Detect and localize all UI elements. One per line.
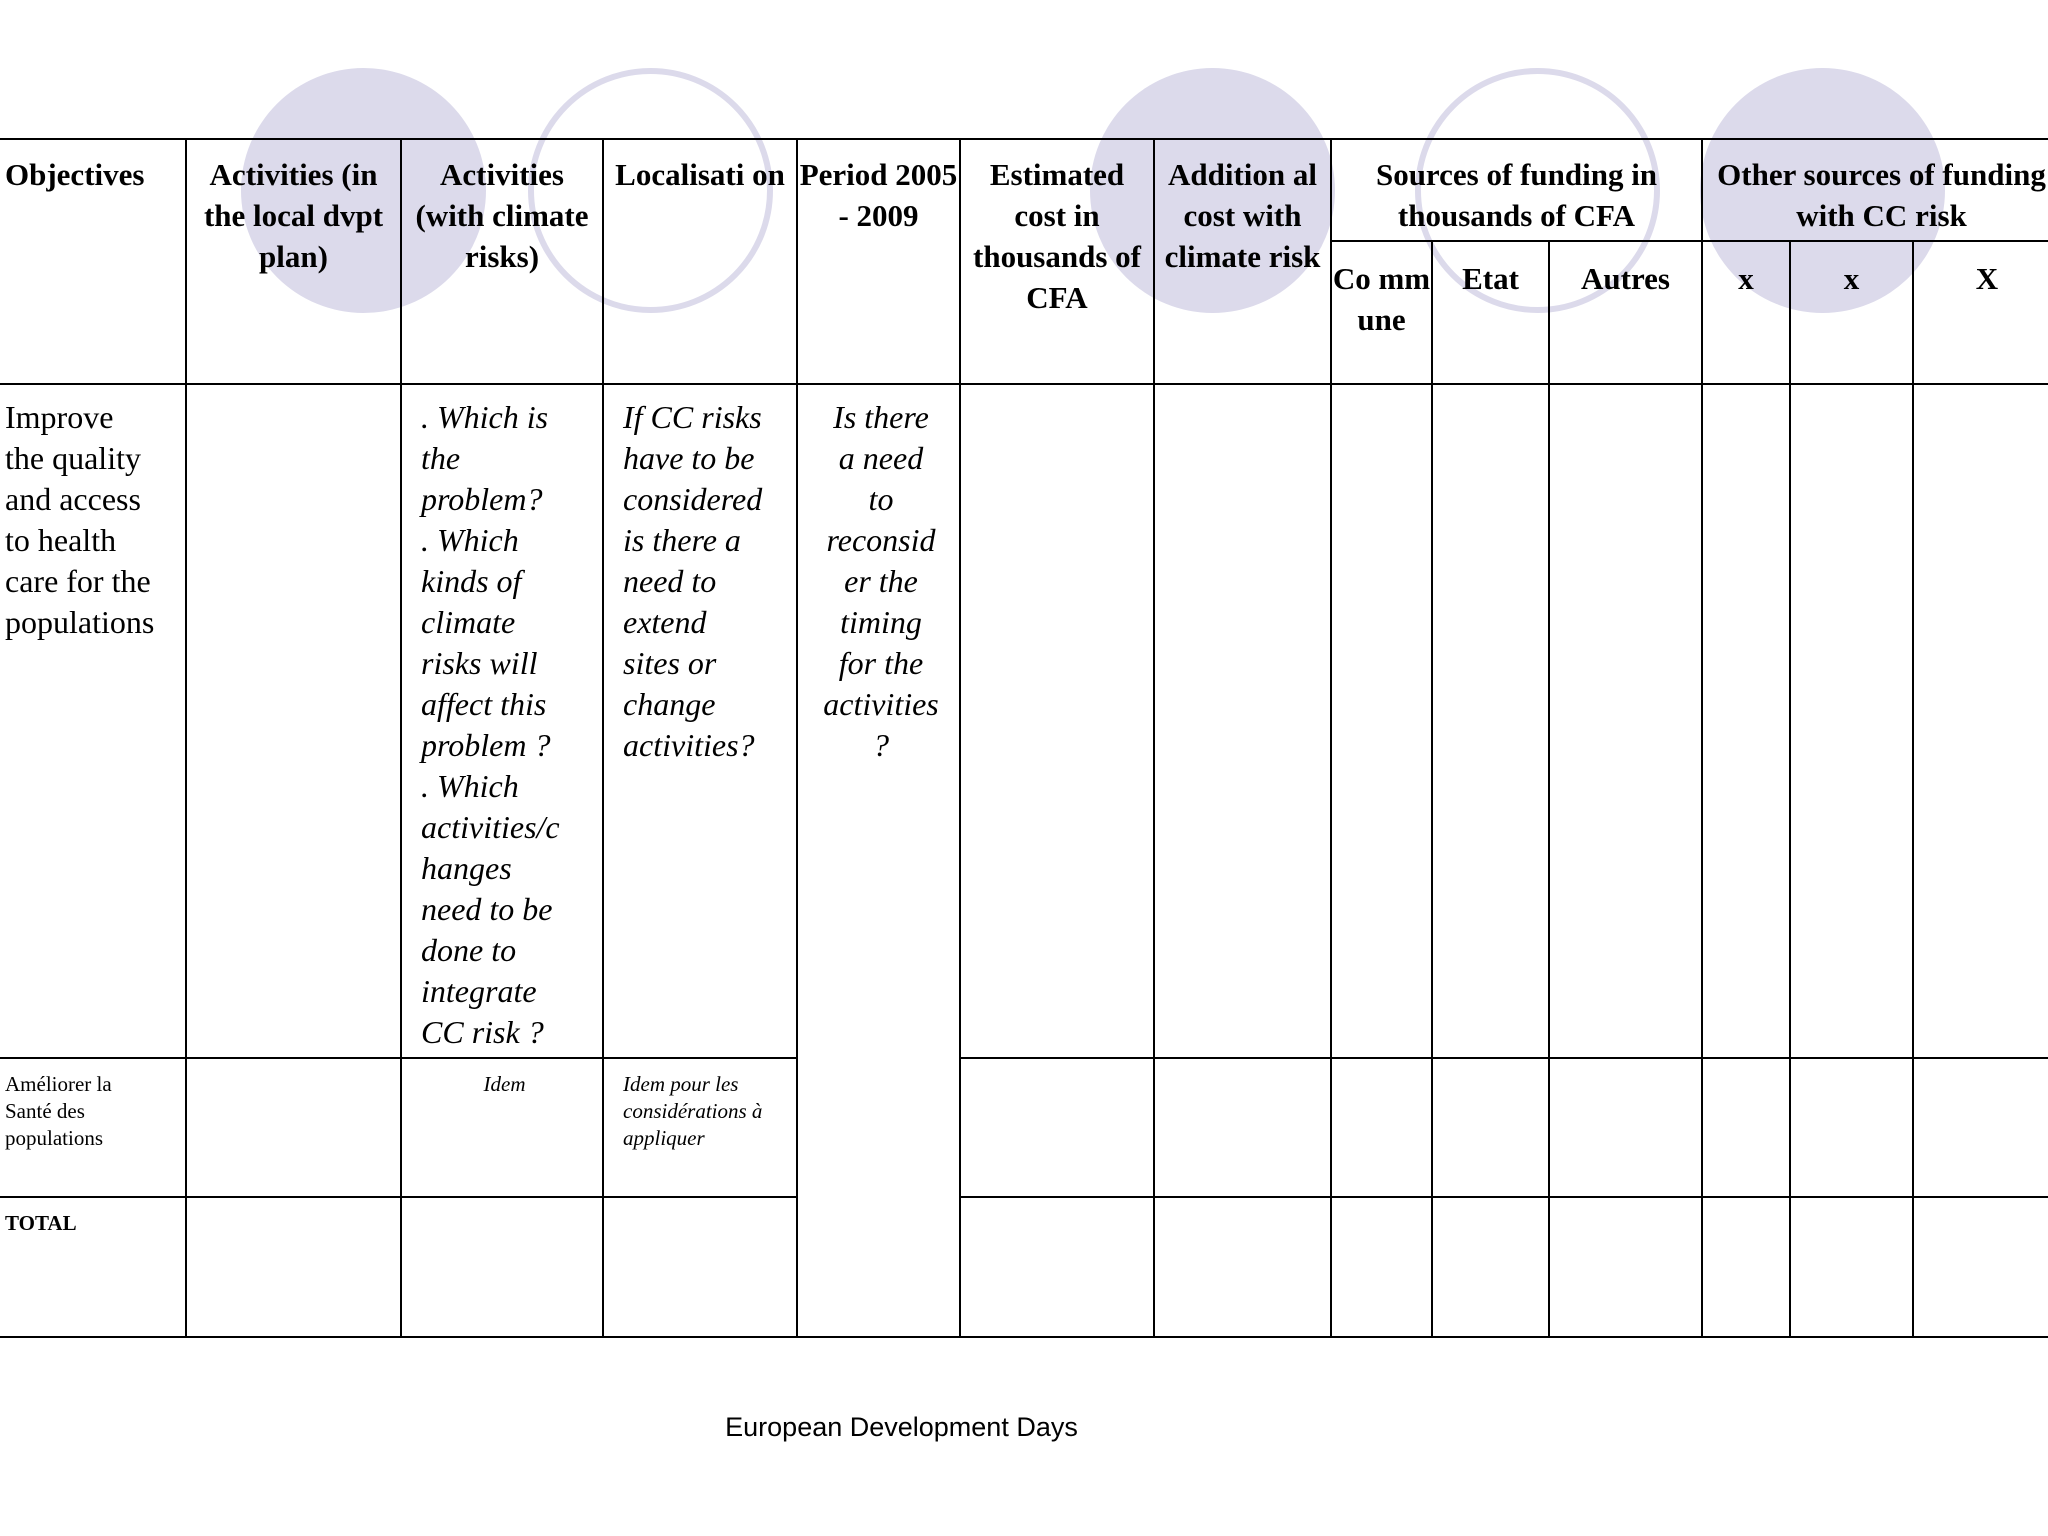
cell-empty: [1331, 1058, 1432, 1197]
cell-activities-climate-fr: Idem: [401, 1058, 603, 1197]
header-row: [0, 139, 2048, 241]
cell-empty: [1432, 384, 1549, 1058]
header-activities-climate-risks: Activities (with climate risks): [401, 139, 603, 384]
cell-empty: [1702, 1058, 1790, 1197]
cell-total-label: TOTAL: [0, 1197, 186, 1337]
cell-empty: [186, 384, 401, 1058]
cell-empty: [960, 1058, 1154, 1197]
cell-empty: [1790, 1197, 1913, 1337]
header-period: Period 2005 - 2009: [797, 139, 960, 384]
cell-empty: [1702, 384, 1790, 1058]
subheader-commune: Co mm une: [1331, 241, 1432, 384]
cell-empty: [1331, 1197, 1432, 1337]
subheader-other-x2: x: [1790, 241, 1913, 384]
table-row: [0, 1058, 2048, 1197]
table-row: [0, 384, 2048, 1058]
cell-empty: [1913, 1197, 2048, 1337]
cell-empty: [401, 1197, 603, 1337]
cell-empty: [1154, 1058, 1331, 1197]
header-activities-local-plan: Activities (in the local dvpt plan): [186, 139, 401, 384]
header-estimated-cost: Estimated cost in thousands of CFA: [960, 139, 1154, 384]
cell-empty: [1549, 1058, 1702, 1197]
cell-objective-fr: Améliorer la Santé des populations: [0, 1058, 186, 1197]
cell-empty: [1790, 1058, 1913, 1197]
table-row-total: [0, 1197, 2048, 1337]
cell-empty: [1549, 1197, 1702, 1337]
funding-plan-table: [0, 138, 2048, 1338]
cell-empty: [603, 1197, 797, 1337]
cell-empty: [1331, 384, 1432, 1058]
cell-empty: [1549, 384, 1702, 1058]
cell-empty: [1432, 1197, 1549, 1337]
header-other-sources: Other sources of funding with CC risk: [1702, 139, 2048, 241]
header-objectives: Objectives: [0, 139, 186, 384]
cell-empty: [1913, 1058, 2048, 1197]
cell-empty: [1432, 1058, 1549, 1197]
header-additional-cost: Addition al cost with climate risk: [1154, 139, 1331, 384]
footer-text: European Development Days: [725, 1412, 1078, 1442]
cell-empty: [186, 1197, 401, 1337]
cell-objective: Improve the quality and access to health care for the populations: [0, 384, 186, 1058]
cell-empty: [960, 1197, 1154, 1337]
subheader-other-x3: X: [1913, 241, 2048, 384]
cell-empty: [960, 384, 1154, 1058]
subheader-etat: Etat: [1432, 241, 1549, 384]
header-sources-of-funding: Sources of funding in thousands of CFA: [1331, 139, 1702, 241]
cell-empty: [1154, 1197, 1331, 1337]
subheader-other-x1: x: [1702, 241, 1790, 384]
cell-empty: [1702, 1197, 1790, 1337]
cell-localisation: If CC risks have to be considered is there a need to extend sites or change activities?: [603, 384, 797, 1058]
subheader-autres: Autres: [1549, 241, 1702, 384]
header-localisation: Localisati on: [603, 139, 797, 384]
cell-localisation-fr: Idem pour les considérations à appliquer: [603, 1058, 797, 1197]
cell-empty: [1913, 384, 2048, 1058]
cell-activities-climate: . Which is the problem? . Which kinds of climate risks will affect this problem ? . Which activities/c hanges need to be done to integrate CC risk ?: [401, 384, 603, 1058]
cell-period: Is there a need to reconsid er the timing for the activities ?: [797, 384, 960, 1337]
cell-empty: [1790, 384, 1913, 1058]
cell-empty: [1154, 384, 1331, 1058]
cell-empty: [186, 1058, 401, 1197]
